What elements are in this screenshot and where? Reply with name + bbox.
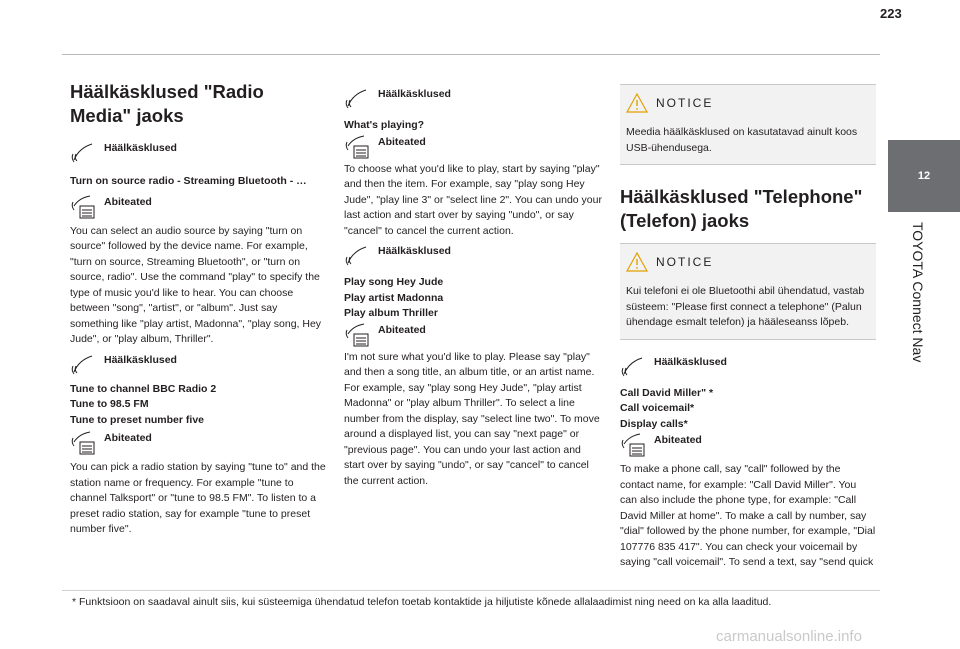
assistance-messages-header	[70, 194, 328, 222]
voice-commands-header	[344, 86, 604, 114]
block-label: Abiteated	[654, 434, 702, 446]
voice-command-icon	[344, 86, 370, 112]
command-text: Turn on source radio - Streaming Bluetooth - …	[70, 175, 307, 187]
notice-header	[626, 252, 870, 272]
command-text: Call David Miller" * Call voicemail* Display calls*	[620, 386, 714, 430]
command-text: Tune to channel BBC Radio 2 Tune to 98.5 FM Tune to preset number five	[70, 382, 217, 426]
column-3	[620, 84, 876, 571]
voice-commands-header	[70, 140, 328, 168]
watermark: carmanualsonline.info	[716, 628, 862, 645]
voice-command-icon	[344, 243, 370, 269]
warning-icon	[626, 93, 648, 113]
notice-text: Meedia häälkäsklused on kasutatavad ainult koos USB-ühendusega.	[626, 126, 858, 154]
section-heading-radio-media: Häälkäsklused "Radio Media" jaoks	[70, 81, 264, 126]
help-text: To choose what you'd like to play, start by saying "play" and then the item. For example, say "play song Hey Jude", "play line 3" or "select line 2". You can undo your last action and start over by saying "undo", or say "cancel" to cancel the current action.	[344, 162, 602, 237]
warning-icon	[626, 252, 648, 272]
voice-command-icon	[620, 354, 646, 380]
page-number: 223	[880, 6, 902, 21]
assistance-messages-header	[70, 430, 328, 458]
notice-box	[620, 84, 876, 165]
help-text: I'm not sure what you'd like to play. Please say "play" and then a song title, an album title, or an artist name. For example, say "play song Hey Jude", "play artist Madonna" or "play album Thriller". To select a line number from the display, say "select line two". To move around a displayed list, you can say "next page" or "previous page". You can undo your last action and start over by saying "undo", or say "cancel" to cancel the current action.	[344, 350, 600, 487]
top-divider	[62, 54, 880, 55]
help-text: To make a phone call, say "call" followed by the contact name, for example: "Call David Miller". You can also include the phone type, for example: "Call David Miller at home". To make a call by number, say "dial" followed by the phone number, for example, "Dial 107776 835 417". You can check your voicemail by saying "call voicemail". To send a text, say "send quick	[620, 463, 876, 568]
block-label: Häälkäsklused	[104, 353, 177, 366]
block-label: Abiteated	[104, 195, 152, 208]
voice-commands-header	[344, 243, 604, 271]
notice-title: NOTICE	[656, 255, 714, 269]
column-2	[344, 84, 604, 489]
block-label: Abiteated	[378, 323, 426, 336]
block-label: Häälkäsklused	[654, 355, 727, 368]
column-1	[70, 80, 328, 538]
notice-text: Kui telefoni ei ole Bluetoothi abil ühendatud, vastab süsteem: "Please first connect a telephone" (Palun ühendage esmalt telefon) ja hääleseanss lõpeb.	[626, 285, 865, 328]
voice-command-icon	[70, 352, 96, 378]
command-text: Play song Hey Jude Play artist Madonna Play album Thriller	[344, 276, 444, 319]
help-text: You can pick a radio station by saying "tune to" and the station name or frequency. For example "tune to channel Talksport" or "tune to 98.5 FM". To listen to a preset radio station, say for example "tune to preset number five".	[70, 461, 326, 535]
footnote: * Funktsioon on saadaval ainult siis, kui süsteemiga ühendatud telefon toetab kontaktide ja hiljutiste kõnede allalaadimist ning need on ka alla laaditud.	[72, 596, 772, 608]
block-label: Abiteated	[378, 135, 426, 148]
section-heading-telephone: Häälkäsklused "Telephone" (Telefon) jaoks	[620, 186, 863, 231]
assistance-messages-header	[344, 134, 604, 162]
assistance-messages-header	[620, 432, 876, 460]
bottom-divider	[62, 590, 880, 591]
chapter-tab[interactable]: 12	[888, 140, 960, 212]
block-label: Häälkäsklused	[378, 245, 451, 257]
block-label: Häälkäsklused	[378, 88, 451, 100]
voice-response-icon	[70, 194, 96, 220]
help-text: You can select an audio source by saying "turn on source" followed by the device name. For example, "turn on source, Streaming Bluetooth", or "turn on source, radio". Use the command "play" to specify the type of music you'd like to hear. You can choose between "song", "artist", or "album". Just say something like "play artist, Madonna", "play song, Hey Jude", or "play album, Thriller".	[70, 224, 322, 345]
voice-command-icon	[70, 140, 96, 166]
voice-response-icon	[344, 322, 370, 348]
notice-box	[620, 243, 876, 340]
voice-commands-header	[70, 352, 328, 380]
notice-header	[626, 93, 870, 113]
command-text: What's playing?	[344, 119, 425, 131]
assistance-messages-header	[344, 322, 604, 350]
voice-response-icon	[344, 134, 370, 160]
notice-title: NOTICE	[656, 96, 714, 110]
chapter-title: TOYOTA Connect Nav	[910, 222, 926, 363]
voice-response-icon	[70, 430, 96, 456]
block-label: Abiteated	[104, 432, 152, 444]
voice-commands-header	[620, 354, 876, 382]
voice-response-icon	[620, 432, 646, 458]
block-label: Häälkäsklused	[104, 142, 177, 154]
